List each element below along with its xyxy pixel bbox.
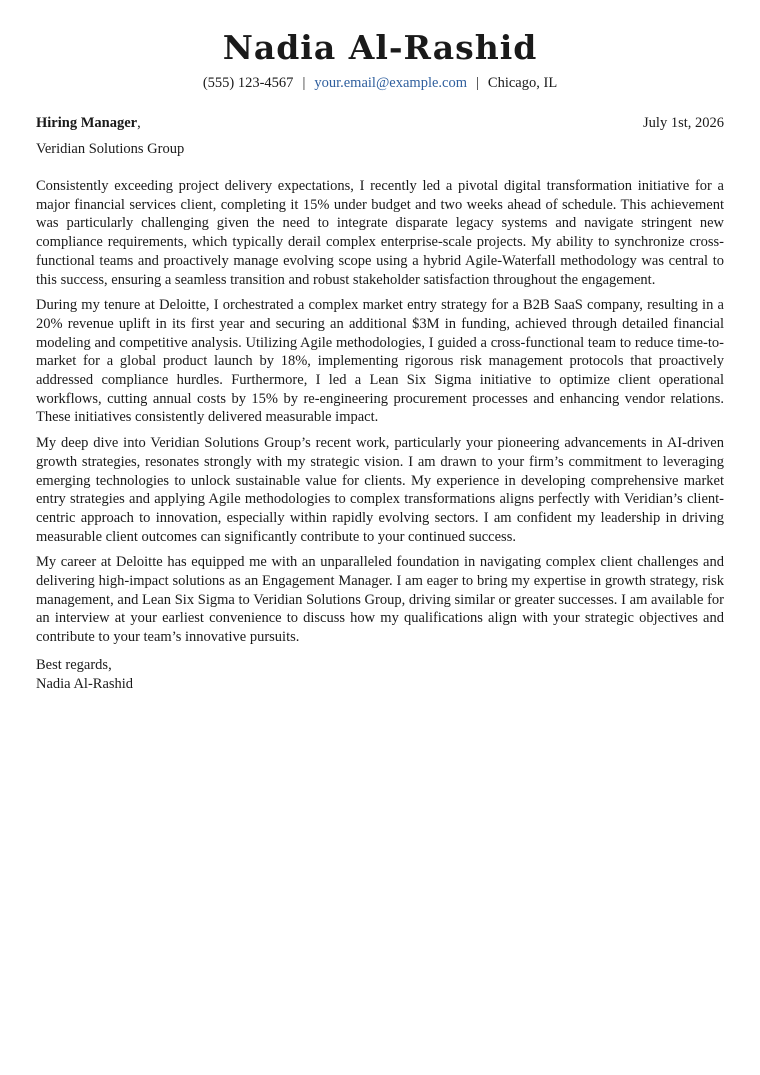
letter-closing — [36, 656, 724, 694]
recipient-date-row — [36, 113, 724, 133]
location: Chicago, IL — [487, 75, 558, 91]
contact-separator: | — [302, 75, 306, 91]
contact-separator: | — [476, 75, 479, 91]
closing-signature: Nadia Al-Rashid — [36, 675, 134, 692]
body-paragraph: My deep dive into Veridian Solutions Group’s recent work, particularly your pioneering advancements in AI-driven growth strategies, resonates strongly with my strategic vision. I am drawn to your firm’s commitment to leveraging emerging technologies to unlock sustainable value for clients. My experience in developing comprehensive market entry strategies and applying Agile methodologies to complex transformations aligns perfectly with Veridian’s client-centric approach to innovation, especially within rapidly evolving sectors. I am confident my leadership in driving measurable client outcomes can significantly contribute to your continued success. — [36, 435, 724, 545]
body-paragraph: During my tenure at Deloitte, I orchestrated a complex market entry strategy for a B2B SaaS company, resulting in a 20% revenue uplift in its first year and securing an additional $3M in funding, achieved through detailed financial modeling and competitive analysis. Utilizing Agile methodologies, I guided a cross-functional team to reduce time-to-market for a global product launch by 18%, implementing rigorous risk management protocols that proactively addressed compliance hurdles. Furthermore, I led a Lean Six Sigma initiative to optimize client operational workflows, cutting annual costs by 15% by re-engineering procurement processes and enhancing vendor relations. These initiatives consistently delivered measurable impact. — [36, 297, 724, 426]
letter-body — [36, 177, 724, 647]
recipient-title-suffix: , — [137, 115, 141, 131]
letter-date: July 1st, 2026 — [643, 115, 724, 131]
closing-salutation: Best regards, — [36, 656, 112, 673]
email-link[interactable]: your.email@example.com — [314, 75, 468, 91]
body-paragraph: Consistently exceeding project delivery expectations, I recently led a pivotal digital transformation initiative for a major financial services client, completing it 15% under budget and two weeks ahead of schedule. This achievement was particularly challenging given the need to integrate disparate legacy systems and navigate stringent new compliance requirements, which typically derail complex enterprise-scale projects. My ability to synchronize cross-functional teams and proactively manage evolving scope using a hybrid Agile-Waterfall methodology was central to this success, ensuring a seamless transition and robust stakeholder satisfaction throughout the engagement. — [36, 178, 724, 288]
contact-line — [36, 73, 724, 93]
recipient-title: Hiring Manager — [36, 115, 138, 131]
recipient-line — [36, 113, 141, 133]
body-paragraph: My career at Deloitte has equipped me with an unparalleled foundation in navigating complex client challenges and delivering high-impact solutions as an Engagement Manager. I am eager to bring my expertise in growth strategy, risk management, and Lean Six Sigma to Veridian Solutions Group, driving similar or greater successes. I am available for an interview at your earliest convenience to discuss how my qualifications align with your strategic objectives and contribute to your team’s innovative pursuits. — [36, 554, 724, 646]
applicant-name: Nadia Al-Rashid — [222, 28, 538, 67]
phone-number: (555) 123-4567 — [202, 75, 294, 91]
recipient-company: Veridian Solutions Group — [36, 141, 185, 157]
